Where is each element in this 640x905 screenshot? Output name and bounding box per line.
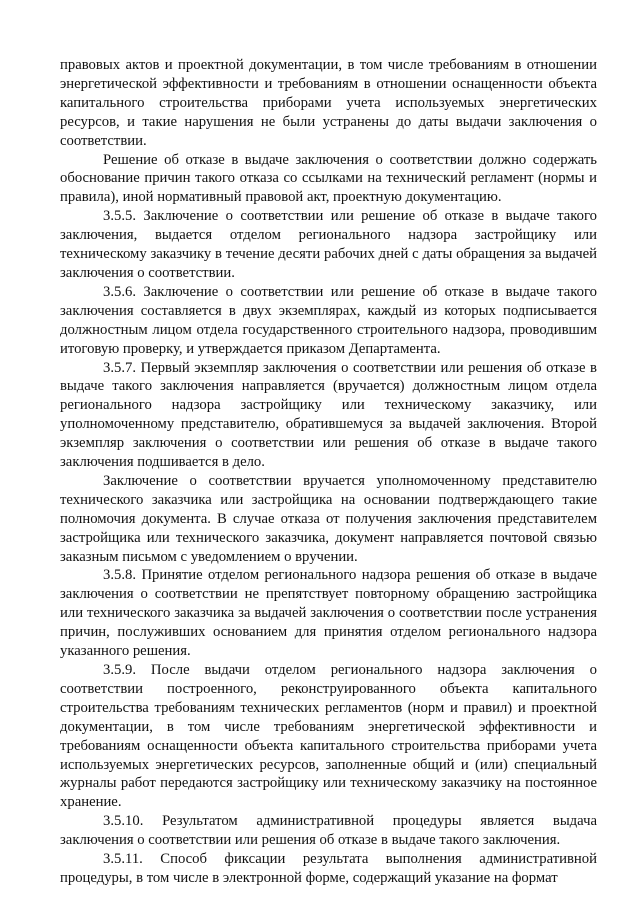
paragraph-continuation: правовых актов и проектной документации, в том числе требованиям в отношении энергетической эффективности и требованиям в отношении оснащенности объекта капитального строительства приборами учета используемых энергетических ресурсов, и такие нарушения не были устранены до даты выдачи заключения о соответствии.	[60, 57, 597, 149]
paragraph-3-5-7: 3.5.7. Первый экземпляр заключения о соответствии или решения об отказе в выдаче такого заключения направляется (вручается) должностным лицом отдела регионального надзора застройщику или техническому заказчику, или уполномоченному представителю, обратившемуся за выдачей заключения. Второй экземпляр заключения о соответствии или решения об отказе в выдаче такого заключения подшивается в дело.	[60, 359, 597, 471]
paragraph-3-5-6: 3.5.6. Заключение о соответствии или решение об отказе в выдаче такого заключения составляется в двух экземплярах, каждый из которых подписывается должностным лицом отдела государственного строительного надзора, проводившим итоговую проверку, и утверждается приказом Департамента.	[60, 283, 597, 357]
paragraph-delivery: Заключение о соответствии вручается уполномоченному представителю технического заказчика или застройщика на основании подтверждающего такие полномочия документа. В случае отказа от получения заключения представителем застройщика или технического заказчика, документ направляется почтовой связью заказным письмом с уведомлением о вручении.	[60, 472, 597, 565]
paragraph-3-5-5: 3.5.5. Заключение о соответствии или решение об отказе в выдаче такого заключения, выдается отделом регионального надзора застройщику или техническому заказчику в течение десяти рабочих дней с даты обращения за выдачей заключения о соответствии.	[60, 208, 597, 281]
paragraph-3-5-11: 3.5.11. Способ фиксации результата выполнения административной процедуры, в том числе в электронной форме, содержащий указание на формат	[60, 851, 597, 886]
paragraph-3-5-9: 3.5.9. После выдачи отделом регионального надзора заключения о соответствии построенного, реконструированного объекта капитального строительства требованиям технических регламентов (норм и правил) и проектной документации, в том числе требованиям энергетической эффективности и требованиям оснащенности объекта капитального строительства приборами учета используемых энергетических ресурсов, заполненные общий и (или) специальный журналы работ передаются застройщику или техническому заказчику на постоянное хранение.	[60, 662, 597, 811]
paragraph-3-5-8: 3.5.8. Принятие отделом регионального надзора решения об отказе в выдаче заключения о соответствии не препятствует повторному обращению застройщика или технического заказчика за выдачей заключения о соответствии после устранения причин, послуживших основанием для принятия отделом регионального надзора указанного решения.	[60, 567, 597, 660]
paragraph-3-5-10: 3.5.10. Результатом административной процедуры является выдача заключения о соответствии или решения об отказе в выдаче такого заключения.	[60, 813, 597, 849]
paragraph-refusal-decision: Решение об отказе в выдаче заключения о соответствии должно содержать обоснование причин такого отказа со ссылками на технический регламент (нормы и правила), иной нормативный правовой акт, проектную документацию.	[60, 151, 597, 206]
document-page	[60, 56, 597, 888]
